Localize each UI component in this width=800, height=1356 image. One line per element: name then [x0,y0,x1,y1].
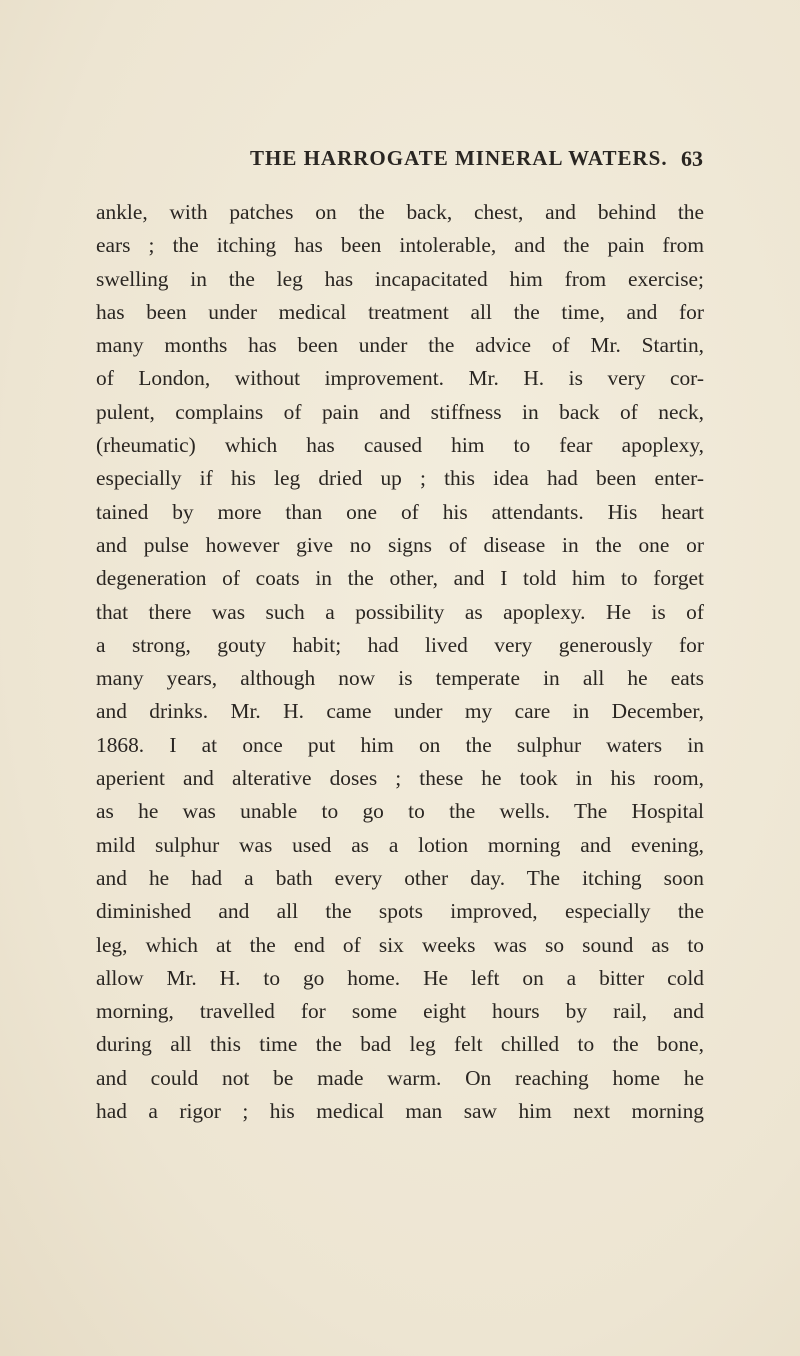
page-number: 63 [681,146,703,171]
text-line: and he had a bath every other day. The itching soon [96,865,704,890]
text-line: aperient and alterative doses ; these he took in his room, [96,766,704,791]
text-line: leg, which at the end of six weeks was so sound as to [96,932,704,957]
text-line: many years, although now is temperate in all he eats [96,666,704,691]
text-line: ears ; the itching has been intolerable, and the pain from [96,233,704,258]
text-line: a strong, gouty habit; had lived very generously for [96,632,704,657]
text-line: especially if his leg dried up ; this idea had been enter- [96,466,704,491]
text-line: ankle, with patches on the back, chest, and behind the [96,200,704,224]
text-line: allow Mr. H. to go home. He left on a bitter cold [96,965,704,990]
text-line: morning, travelled for some eight hours by rail, and [96,999,704,1024]
text-line: diminished and all the spots improved, especially the [96,899,704,924]
text-line: of London, without improvement. Mr. H. is very cor- [96,366,704,391]
text-line: many months has been under the advice of Mr. Startin, [96,333,704,358]
body-text [96,196,704,1128]
text-line: (rheumatic) which has caused him to fear apoplexy, [96,433,704,458]
text-line: and drinks. Mr. H. came under my care in December, [96,699,704,724]
text-line: and pulse however give no signs of disease in the one or [96,532,704,557]
text-line: pulent, complains of pain and stiffness in back of neck, [96,399,704,424]
text-line: degeneration of coats in the other, and I told him to forget [96,566,704,591]
page-header [250,146,703,176]
text-line: mild sulphur was used as a lotion morning and evening, [96,832,704,857]
text-line: that there was such a possibility as apoplexy. He is of [96,599,704,624]
text-line: and could not be made warm. On reaching home he [96,1065,704,1090]
text-line: had a rigor ; his medical man saw him next morning [96,1099,704,1124]
text-line: has been under medical treatment all the time, and for [96,299,704,324]
text-line: tained by more than one of his attendants. His heart [96,499,704,524]
text-line: 1868. I at once put him on the sulphur waters in [96,732,704,757]
running-title: THE HARROGATE MINERAL WATERS. [250,146,668,170]
text-line: as he was unable to go to the wells. The Hospital [96,799,704,824]
text-line: swelling in the leg has incapacitated him from exercise; [96,266,704,291]
text-line: during all this time the bad leg felt chilled to the bone, [96,1032,704,1057]
